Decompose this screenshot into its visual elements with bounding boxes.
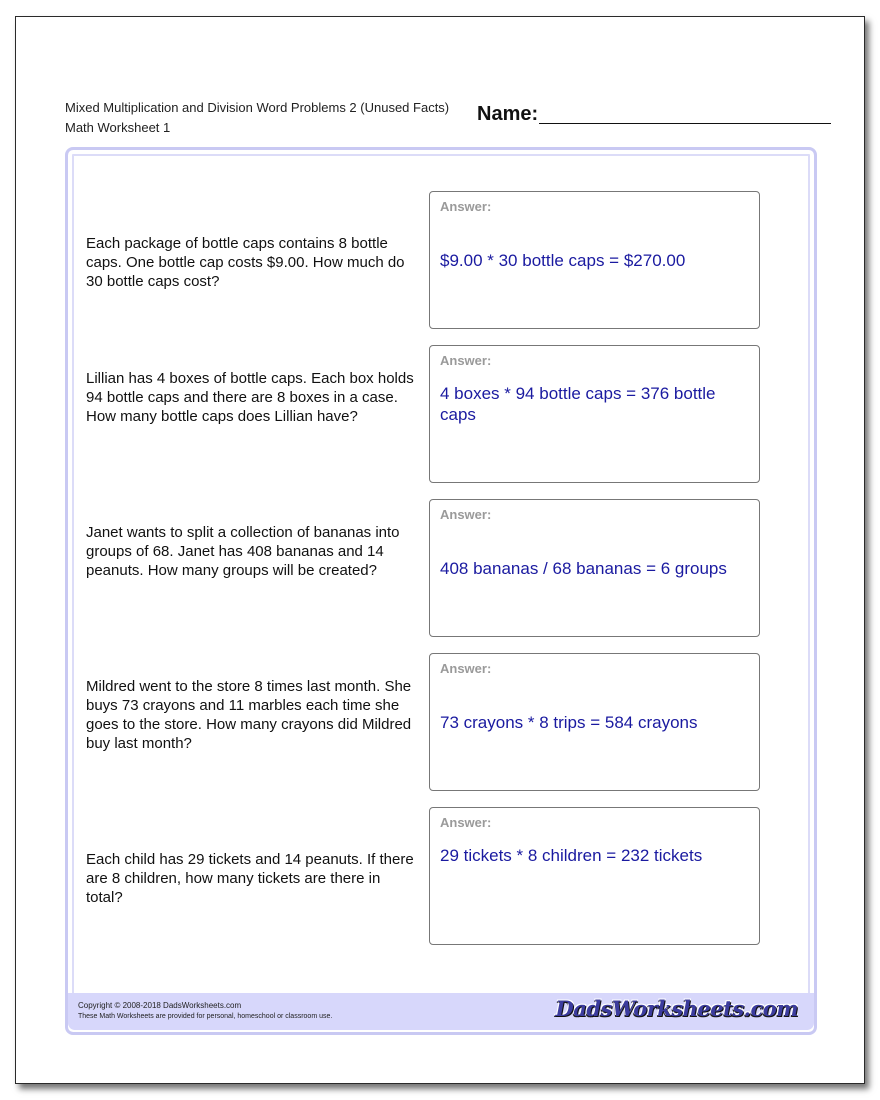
- answer-label: Answer:: [440, 353, 492, 368]
- problem-1-answer-box[interactable]: [429, 191, 760, 329]
- name-line[interactable]: [539, 123, 831, 124]
- dadsworksheets-logo: DadsWorksheets.com: [555, 996, 798, 1021]
- problem-1-question: Each package of bottle caps contains 8 bottle caps. One bottle cap costs $9.00. How much do 30 bottle caps cost?: [86, 235, 405, 290]
- footer-bar: [68, 993, 814, 1030]
- answer-label: Answer:: [440, 815, 492, 830]
- problem-3-answer: 408 bananas / 68 bananas = 6 groups: [440, 559, 727, 578]
- answer-label: Answer:: [440, 661, 492, 676]
- disclaimer-text: These Math Worksheets are provided for personal, homeschool or classroom use.: [78, 1013, 333, 1020]
- problem-3-answer-box[interactable]: [429, 499, 760, 637]
- problem-1-answer: $9.00 * 30 bottle caps = $270.00: [440, 251, 686, 270]
- copyright-text: Copyright © 2008-2018 DadsWorksheets.com: [78, 1001, 242, 1010]
- problem-3-question: Janet wants to split a collection of bananas into groups of 68. Janet has 408 bananas and 14 peanuts. How many groups will be created?: [86, 524, 400, 579]
- problem-5-answer-box[interactable]: [429, 807, 760, 945]
- problem-4-answer: 73 crayons * 8 trips = 584 crayons: [440, 713, 698, 732]
- problem-4-question: Mildred went to the store 8 times last month. She buys 73 crayons and 11 marbles each time she goes to the store. How many crayons did Mildred buy last month?: [86, 678, 412, 752]
- problem-2-question: Lillian has 4 boxes of bottle caps. Each box holds 94 bottle caps and there are 8 boxes in a case. How many bottle caps does Lillian have?: [86, 370, 414, 425]
- worksheet-page: [15, 16, 865, 1084]
- problem-4-answer-box[interactable]: [429, 653, 760, 791]
- problem-2-answer: 4 boxes * 94 bottle caps = 376 bottle caps: [440, 384, 716, 424]
- problem-5-question: Each child has 29 tickets and 14 peanuts. If there are 8 children, how many tickets are there in total?: [86, 851, 414, 906]
- problem-5-answer: 29 tickets * 8 children = 232 tickets: [440, 846, 703, 865]
- name-label: Name:: [477, 103, 539, 125]
- worksheet-subtitle: Math Worksheet 1: [65, 120, 171, 135]
- worksheet-title: Mixed Multiplication and Division Word Problems 2 (Unused Facts): [65, 100, 450, 115]
- problem-2-answer-box[interactable]: [429, 345, 760, 483]
- answer-label: Answer:: [440, 199, 492, 214]
- answer-label: Answer:: [440, 507, 492, 522]
